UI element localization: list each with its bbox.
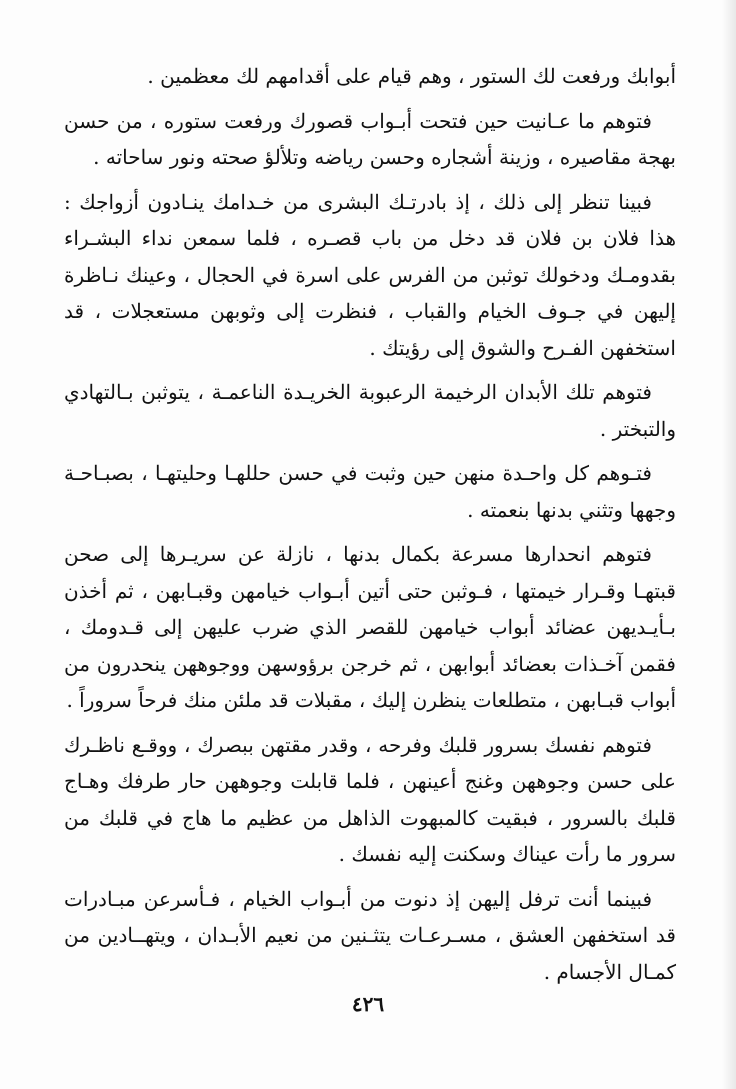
paragraph-6: فتوهم انحدارها مسرعة بكمال بدنها ، نازلة عن سريـرها إلى صحن قبتهـا وقـرار خيمتها ، فـوثبن حتى أتين أبـواب خيامهن وقبـابهن ، ثم أخذن بـأيـديهن عضائد أبواب خيامهن للقصر الذي ضرب عليهن إلى قـدومك ، فقمن آخـذات بعضائد أبوابهن ، ثم خرجن برؤوسهن ووجوههن ينحدرون من أبواب قبـابهن ، متطلعات ينظرن إليك ، مقبلات قد ملئن منك فرحاً سروراً . — [64, 542, 676, 712]
paragraph-7: فتوهم نفسك بسرور قلبك وفرحه ، وقدر مقتهن ببصرك ، ووقـع ناظـرك على حسن وجوههن وغنج أعينهن ، فلما قابلت وجوههن حار طرفك وهـاج قلبك بالسرور ، فبقيت كالمبهوت الذاهل من عظيم ما هاج في قلبك من سرور ما رأت عيناك وسكنت إليه نفسك . — [64, 732, 676, 866]
page-edge-shadow — [722, 0, 736, 1089]
paragraph-5: فتـوهم كل واحـدة منهن حين وثبت في حسن حللهـا وحليتهـا ، بصبـاحـة وجهها وتثني بدنها بنعمته . — [64, 461, 676, 522]
paragraph-8: فبينما أنت ترفل إليهن إذ دنوت من أبـواب الخيام ، فـأسرعن مبـادرات قد استخفهن العشق ، مسـرعـات يتثـنين من نعيم الأبـدان ، ويتهــادين من كمـال الأجسام . — [64, 886, 676, 984]
paragraph-1: أبوابك ورفعت لك الستور ، وهم قيام على أقدامهم لك معظمين . — [147, 64, 676, 88]
page-number: ٤٢٦ — [351, 992, 385, 1016]
page-body-text — [64, 58, 676, 990]
paragraph-3: فبينا تنظر إلى ذلك ، إذ بادرتـك البشرى من خـدامك ينـادون أزواجك : هذا فلان بن فلان قد دخل من باب قصـره ، فلما سمعن نداء البشـراء بقدومـك ودخولك توثبن من الفرس على اسرة في الحجال ، وعينك نـاظرة إليهن في جـوف الخيام والقباب ، فنظرت إلى وثوبهن مستعجلات ، قد استخفهن الفـرح والشوق إلى رؤيتك . — [64, 189, 676, 360]
paragraph-2: فتوهم ما عـانيت حين فتحت أبـواب قصورك ورفعت ستوره ، من حسن بهجة مقاصيره ، وزينة أشجاره وحسن رياضه وتلألؤ صحته ونور ساحاته . — [64, 108, 676, 169]
paragraph-4: فتوهم تلك الأبدان الرخيمة الرعبوبة الخريـدة الناعمـة ، يتوثبن بـالتهادي والتبختر . — [64, 380, 676, 441]
